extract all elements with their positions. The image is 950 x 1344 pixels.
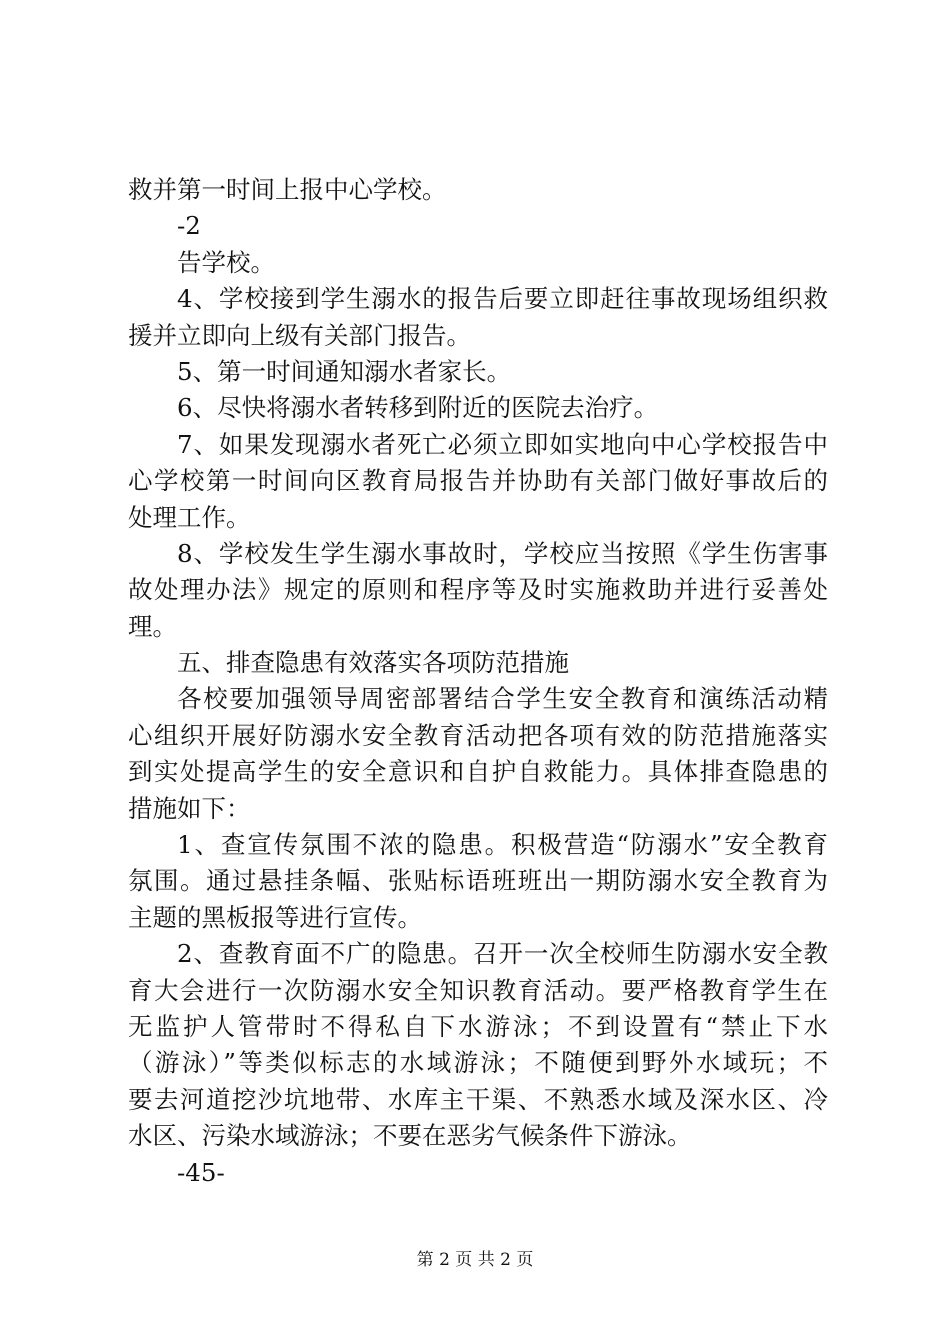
text-line: 4、学校接到学生溺水的报告后要立即赶往事故现场组织救 (177, 284, 828, 314)
text-line: 5、第一时间通知溺水者家长。 (177, 356, 512, 386)
text-line: 处理工作。 (128, 502, 251, 532)
text-line: 要去河道挖沙坑地带、水库主干渠、不熟悉水域及深水区、冷 (128, 1084, 828, 1114)
text-line: 6、尽快将溺水者转移到附近的医院去治疗。 (177, 393, 659, 423)
section-heading: 五、排查隐患有效落实各项防范措施 (177, 648, 569, 678)
text-line: 主题的黑板报等进行宣传。 (128, 902, 422, 932)
text-line: 水区、污染水域游泳；不要在恶劣气候条件下游泳。 (128, 1121, 692, 1151)
text-line: 理。 (128, 611, 177, 641)
text-line: 措施如下： (128, 793, 251, 823)
text-line: 2、查教育面不广的隐患。召开一次全校师生防溺水安全教 (177, 939, 828, 969)
text-line: 氛围。通过悬挂条幅、张贴标语班班出一期防溺水安全教育为 (128, 866, 828, 896)
text-line: 7、如果发现溺水者死亡必须立即如实地向中心学校报告中 (177, 429, 828, 459)
text-line: 心组织开展好防溺水安全教育活动把各项有效的防范措施落实 (128, 720, 828, 750)
text-line: 故处理办法》规定的原则和程序等及时实施救助并进行妥善处 (128, 575, 828, 605)
text-line: 心学校第一时间向区教育局报告并协助有关部门做好事故后的 (128, 466, 828, 496)
text-line: 8、学校发生学生溺水事故时，学校应当按照《学生伤害事 (177, 538, 828, 568)
text-line: 1、查宣传氛围不浓的隐患。积极营造“防溺水”安全教育 (177, 830, 828, 860)
text-line: 救并第一时间上报中心学校。 (128, 175, 447, 204)
text-line: 到实处提高学生的安全意识和自护自救能力。具体排查隐患的 (128, 757, 828, 787)
text-line: 育大会进行一次防溺水安全知识教育活动。要严格教育学生在 (128, 975, 828, 1005)
page-marker: -45- (177, 1157, 225, 1187)
text-line: 告学校。 (177, 247, 275, 277)
text-line: （游泳）”等类似标志的水域游泳；不随便到野外水域玩；不 (128, 1048, 828, 1078)
text-line: 援并立即向上级有关部门报告。 (128, 320, 471, 350)
page-marker: -2 (177, 211, 201, 241)
text-line: 各校要加强领导周密部署结合学生安全教育和演练活动精 (177, 684, 828, 714)
page-footer: 第 2 页 共 2 页 (416, 1250, 534, 1270)
document-body (128, 172, 828, 1191)
text-line: 无监护人管带时不得私自下水游泳；不到设置有“禁止下水 (128, 1011, 828, 1041)
